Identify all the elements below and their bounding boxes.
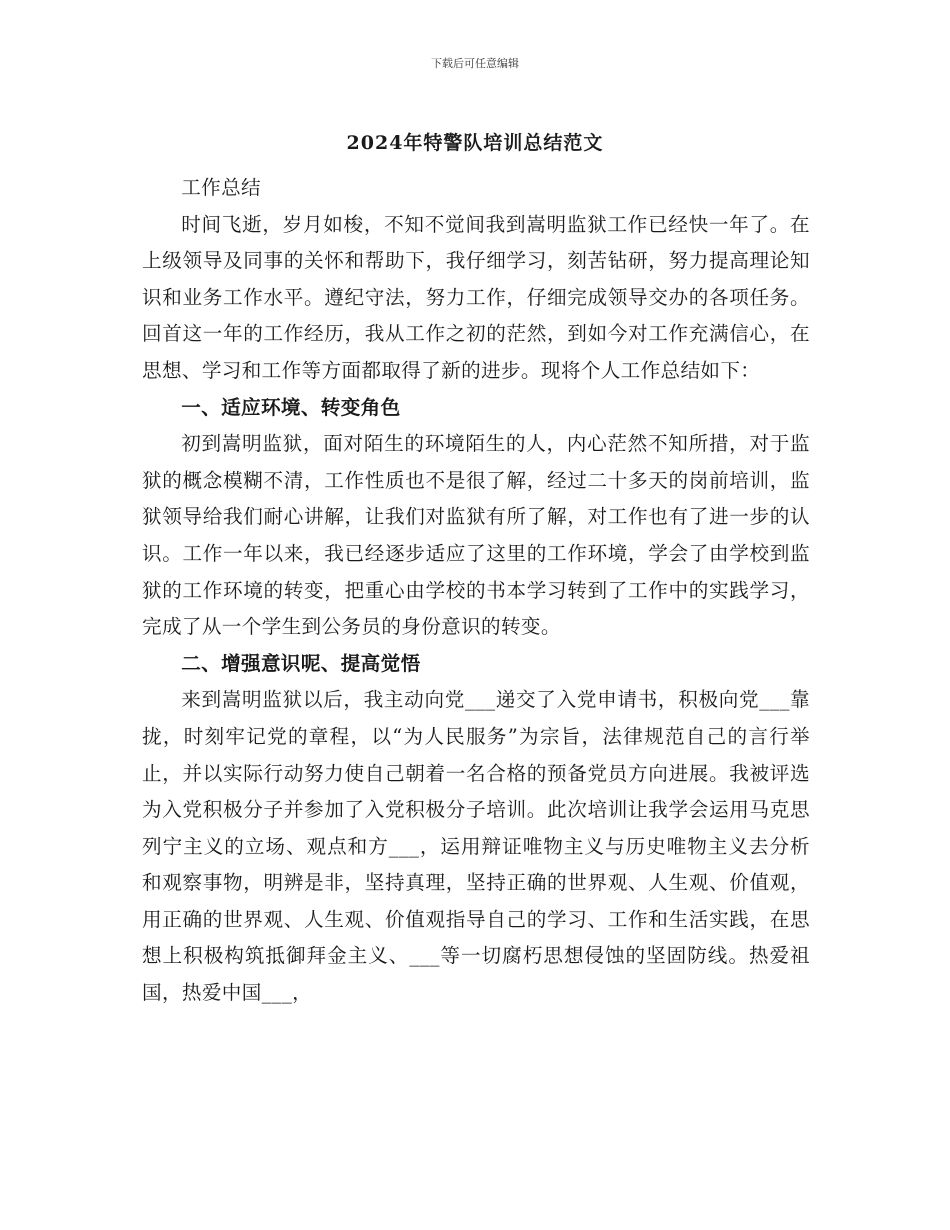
- header-note: 下载后可任意编辑: [431, 57, 519, 70]
- document-body: [142, 170, 810, 1012]
- section-heading-1: 一、适应环境、转变角色: [181, 395, 401, 419]
- intro-paragraph: 时间飞逝，岁月如梭，不知不觉间我到嵩明监狱工作已经快一年了。在上级领导及同事的关怀和帮助下，我仔细学习，刻苦钻研，努力提高理论知识和业务工作水平。遵纪守法，努力工作，仔细完成领导交办的各项任务。回首这一年的工作经历，我从工作之初的茫然，到如今对工作充满信心，在思想、学习和工作等方面都取得了新的进步。现将个人工作总结如下：: [142, 212, 810, 382]
- document-label: 工作总结: [181, 176, 261, 199]
- section-heading-2: 二、增强意识呢、提高觉悟: [181, 651, 421, 675]
- section-body-2: 来到嵩明监狱以后，我主动向党___递交了入党申请书，积极向党___靠拢，时刻牢记党的章程，以“为人民服务”为宗旨，法律规范自己的言行举止，并以实际行动努力使自己朝着一名合格的预备党员方向进展。我被评选为入党积极分子并参加了入党积极分子培训。此次培训让我学会运用马克思列宁主义的立场、观点和方___，运用辩证唯物主义与历史唯物主义去分析和观察事物，明辨是非，坚持真理，坚持正确的世界观、人生观、价值观，用正确的世界观、人生观、价值观指导自己的学习、工作和生活实践，在思想上积极构筑抵御拜金主义、___等一切腐朽思想侵蚀的坚固防线。热爱祖国，热爱中国___，: [142, 688, 810, 1005]
- document-title: 2024年特警队培训总结范文: [346, 132, 604, 154]
- section-body-1: 初到嵩明监狱，面对陌生的环境陌生的人，内心茫然不知所措，对于监狱的概念模糊不清，工作性质也不是很了解，经过二十多天的岗前培训，监狱领导给我们耐心讲解，让我们对监狱有所了解，对工作也有了进一步的认识。工作一年以来，我已经逐步适应了这里的工作环境，学会了由学校到监狱的工作环境的转变，把重心由学校的书本学习转到了工作中的实践学习，完成了从一个学生到公务员的身份意识的转变。: [142, 432, 810, 639]
